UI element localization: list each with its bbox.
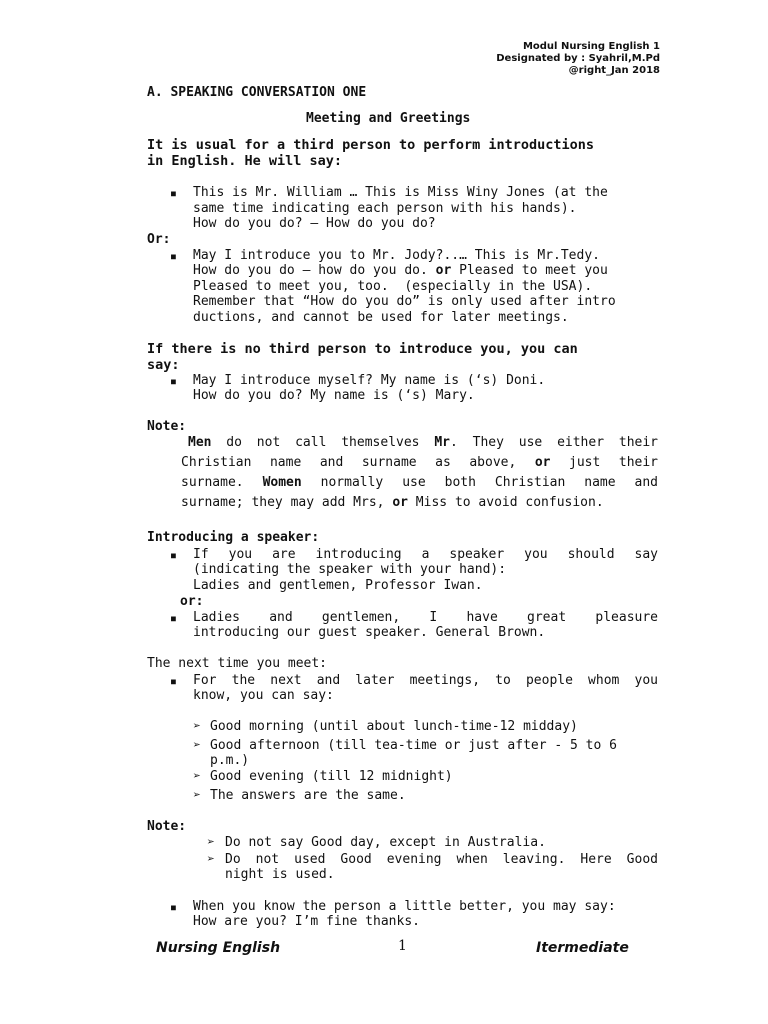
text-line: How do you do? – How do you do? — [193, 216, 436, 231]
text-line: May I introduce you to Mr. Jody?..… This is Mr.Tedy. — [193, 248, 600, 263]
text-line: introducing our guest speaker. General Brown. — [193, 625, 546, 640]
text-line: (indicating the speaker with your hand): — [193, 562, 507, 577]
next-time-heading: The next time you meet: — [147, 656, 328, 671]
greeting-item: Good evening (till 12 midnight) — [210, 769, 453, 784]
greeting-item: Good afternoon (till tea-time or just after - 5 to 6 — [210, 738, 617, 753]
section-title: A. SPEAKING CONVERSATION ONE — [147, 85, 367, 100]
note-item-cont: night is used. — [225, 867, 335, 882]
note-line: Christian name and surname as above, or just their — [181, 455, 659, 470]
note-line: surname. Women normally use both Christian name and — [181, 475, 658, 490]
text-line: How do you do? My name is (‘s) Mary. — [193, 388, 475, 403]
bullet-icon: ■ — [171, 551, 176, 560]
text-line: Ladies and gentlemen, Professor Iwan. — [193, 578, 483, 593]
arrow-bullet-icon: ➢ — [193, 769, 201, 784]
note-item: Do not used Good evening when leaving. Here Good — [225, 852, 658, 867]
or-label: Or: — [147, 232, 171, 247]
note-label: Note: — [147, 819, 187, 834]
greeting-item: The answers are the same. — [210, 788, 406, 803]
note-label: Note: — [147, 419, 187, 434]
arrow-bullet-icon: ➢ — [193, 738, 201, 753]
header-copyright: @right_Jan 2018 — [568, 65, 660, 76]
greeting-item: Good morning (until about lunch-time-12 midday) — [210, 719, 578, 734]
bullet-icon: ■ — [171, 189, 176, 198]
text-line: When you know the person a little better, you may say: — [193, 899, 616, 914]
arrow-bullet-icon: ➢ — [207, 835, 215, 850]
text-line: How are you? I’m fine thanks. — [193, 914, 420, 929]
text-line: ductions, and cannot be used for later meetings. — [193, 310, 569, 325]
note-line: Men do not call themselves Mr. They use either their — [188, 435, 658, 450]
text-line: Remember that “How do you do” is only used after intro — [193, 294, 616, 309]
footer-right: Itermediate — [536, 940, 629, 956]
bullet-icon: ■ — [171, 377, 176, 386]
text-line: If you are introducing a speaker you should say — [193, 547, 658, 562]
text-line: This is Mr. William … This is Miss Winy Jones (at the — [193, 185, 608, 200]
bullet-icon: ■ — [171, 252, 176, 261]
arrow-bullet-icon: ➢ — [193, 719, 201, 734]
text-line: Pleased to meet you, too. (especially in the USA). — [193, 279, 593, 294]
note-line: surname; they may add Mrs, or Miss to avoid confusion. — [181, 495, 604, 510]
bullet-icon: ■ — [171, 614, 176, 623]
speaker-heading: Introducing a speaker: — [147, 530, 320, 545]
header-designer: Designated by : Syahril,M.Pd — [496, 53, 660, 64]
text-line: same time indicating each person with his hands). — [193, 201, 577, 216]
text-line: know, you can say: — [193, 688, 334, 703]
no-third-heading-1: If there is no third person to introduce you, you can — [147, 341, 578, 357]
page-number: 1 — [398, 938, 407, 954]
header-module: Modul Nursing English 1 — [522, 41, 660, 52]
arrow-bullet-icon: ➢ — [207, 852, 215, 867]
arrow-bullet-icon: ➢ — [193, 788, 201, 803]
text-line: May I introduce myself? My name is (‘s) Doni. — [193, 373, 546, 388]
doc-title: Meeting and Greetings — [306, 111, 471, 126]
text-line: For the next and later meetings, to people whom you — [193, 673, 658, 688]
note-item: Do not say Good day, except in Australia. — [225, 835, 546, 850]
text-line: How do you do – how do you do. or Pleased to meet you — [193, 263, 608, 278]
footer-left: Nursing English — [156, 940, 281, 956]
or-label: or: — [180, 594, 204, 609]
text-line: Ladies and gentlemen, I have great pleasure — [193, 610, 658, 625]
intro-line-1: It is usual for a third person to perform introductions — [147, 137, 595, 153]
greeting-item-cont: p.m.) — [210, 753, 250, 768]
bullet-icon: ■ — [171, 903, 176, 912]
intro-line-2: in English. He will say: — [147, 153, 343, 169]
bullet-icon: ■ — [171, 677, 176, 686]
no-third-heading-2: say: — [147, 357, 180, 373]
